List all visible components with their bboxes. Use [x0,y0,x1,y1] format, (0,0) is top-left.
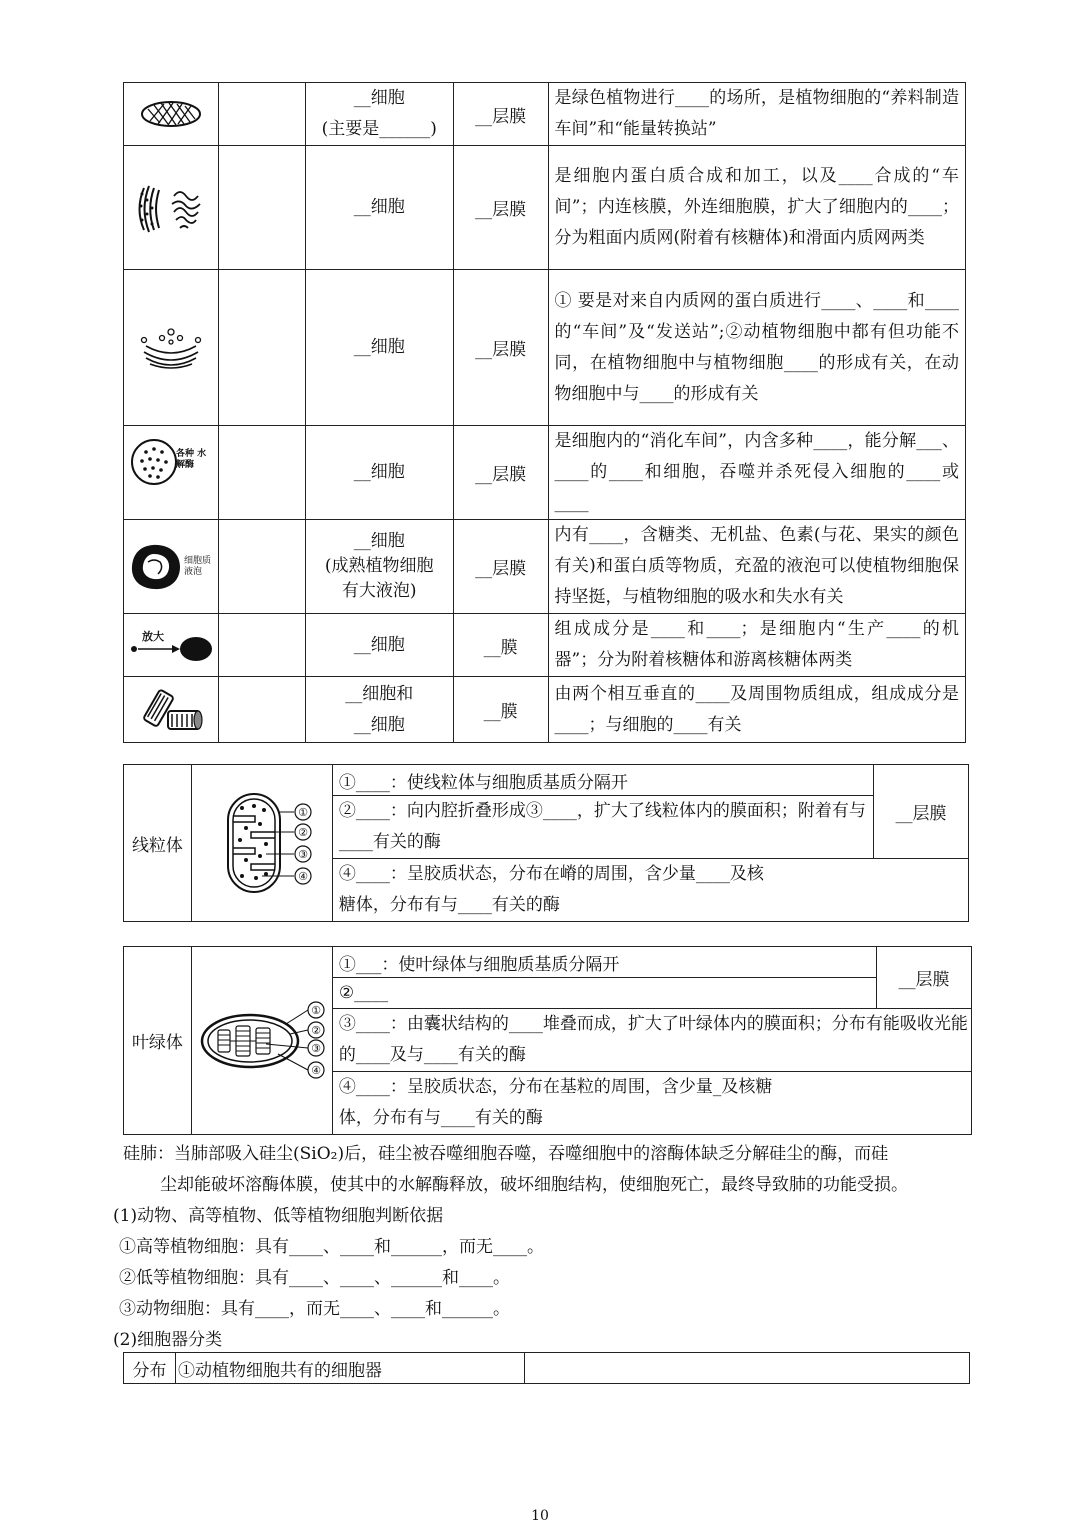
classification-table [123,1352,970,1384]
structure-row: ②____：向内腔折叠形成③____，扩大了线粒体内的膜面积；附着有与____有关的酶 [332,796,873,859]
function-description: 是绿色植物进行____的场所，是植物细胞的“养料制造车间”和“能量转换站” [548,83,965,146]
table-row [124,677,966,743]
organelle-table [123,82,966,743]
chloroplast-icon [124,83,219,146]
silicosis-text: 硅肺：当肺部吸入硅尘(SiO₂)后，硅尘被吞噬细胞吞噬，吞噬细胞中的溶酶体缺乏分解硅尘的酶，而硅 [123,1144,889,1164]
table-row [124,765,969,796]
chloro-marker-2: ② [310,1023,321,1037]
criteria-item: ①高等植物细胞：具有____、____和______，而无____。 [119,1237,544,1257]
cell-type-cell: __细胞 [305,614,453,677]
criteria-item: ②低等植物细胞：具有____、____、______和____。 [119,1268,510,1288]
mito-marker-3: ③ [297,848,308,861]
mitochondria-table [123,764,969,922]
cell-type-cell: __细胞 (主要是______) [305,83,453,146]
centriole-icon [124,677,219,743]
criteria-item: ③动物细胞：具有____，而无____、____和______。 [119,1299,510,1319]
membrane-cell: __层膜 [877,947,972,1009]
membrane-cell: __层膜 [453,83,548,146]
section2-title: (2)细胞器分类 [113,1330,223,1350]
table-row [124,947,972,978]
membrane-cell: __膜 [453,677,548,743]
vacuole-icon [124,520,219,614]
mito-marker-4: ④ [297,870,308,883]
mito-marker-1: ① [297,806,308,819]
cell-type-cell: __细胞 (成熟植物细胞有大液泡) [305,520,453,614]
function-description: ① 要是对来自内质网的蛋白质进行____、____和____的“车间”及“发送站”;②动植物细胞中都有但功能不同，在植物细胞中与植物细胞____的形成有关，在动物细胞中与____的形成有关 [548,270,965,426]
lysosome-icon [124,426,219,520]
table-row [124,426,966,520]
vacuole-label: 细胞质 液泡 [184,556,212,577]
cell-type-cell: __细胞和 __细胞 [305,677,453,743]
structure-row: ③____：由囊状结构的____堆叠而成，扩大了叶绿体内的膜面积；分布有能吸收光能的____及与____有关的酶 [332,1009,971,1072]
lysosome-label: 各种 水解酶 [176,448,207,470]
membrane-cell: __层膜 [874,765,969,859]
table-row [124,614,966,677]
organelle-name: 叶绿体 [124,947,192,1135]
mitochondria-diagram [191,765,332,922]
structure-row: ④____：呈胶质状态，分布在基粒的周围，含少量_及核糖体，分布有与____有关的酶 [332,1072,971,1135]
organelle-name-cell [218,270,305,426]
organelle-name-cell [218,426,305,520]
golgi-apparatus-icon [124,270,219,426]
distribution-header: 分布 [124,1353,176,1384]
table-row [124,270,966,426]
function-description: 内有____，含糖类、无机盐、色素(与花、果实的颜色有关)和蛋白质等物质，充盈的液泡可以使植物细胞保持坚挺，与植物细胞的吸水和失水有关 [548,520,965,614]
page-number: 10 [531,1508,549,1524]
table-row [124,146,966,270]
cell-type-cell: __细胞 [305,426,453,520]
shared-organelles-cell: ①动植物细胞共有的细胞器 [175,1353,524,1384]
membrane-cell: __层膜 [453,270,548,426]
cell-type-cell: __细胞 [305,146,453,270]
organelle-name-cell [218,83,305,146]
organelle-name: 线粒体 [124,765,192,922]
mitochondria-icon [202,788,322,898]
table-row [124,520,966,614]
membrane-cell: __层膜 [453,520,548,614]
ribosome-label: 放大 [142,630,164,643]
organelle-name-cell [218,520,305,614]
chloroplast-table [123,946,972,1135]
membrane-cell: __层膜 [453,426,548,520]
chloro-marker-3: ③ [310,1041,321,1055]
table-row [124,1353,970,1384]
function-description: 是细胞内蛋白质合成和加工，以及____合成的“车间”；内连核膜，外连细胞膜，扩大了细胞内的____；分为粗面内质网(附着有核糖体)和滑面内质网两类 [548,146,965,270]
chloroplast-icon [194,986,330,1096]
mito-marker-2: ② [297,826,308,839]
endoplasmic-reticulum-icon [124,146,219,270]
organelle-name-cell [218,677,305,743]
silicosis-text-cont: 尘却能破坏溶酶体膜，使其中的水解酶释放，破坏细胞结构，使细胞死亡，最终导致肺的功能受损。 [160,1175,908,1195]
function-description: 是细胞内的“消化车间”，内含多种____，能分解___、____的____和细胞，吞噬并杀死侵入细胞的____或____ [548,426,965,520]
function-description: 组成成分是____和____；是细胞内“生产____的机器”；分为附着核糖体和游离核糖体两类 [548,614,965,677]
ribosome-icon [124,614,219,677]
structure-row: ②____ [332,978,876,1009]
structure-row: ①___：使叶绿体与细胞质基质分隔开 [332,947,876,978]
table-row [124,83,966,146]
chloroplast-diagram [191,947,332,1135]
function-description: 由两个相互垂直的____及周围物质组成，组成成分是____；与细胞的____有关 [548,677,965,743]
membrane-cell: __膜 [453,614,548,677]
structure-row: ①____：使线粒体与细胞质基质分隔开 [332,765,873,796]
membrane-cell: __层膜 [453,146,548,270]
cell-type-cell: __细胞 [305,270,453,426]
chloro-marker-1: ① [310,1003,321,1017]
organelle-name-cell [218,146,305,270]
chloro-marker-4: ④ [310,1063,321,1077]
section1-title: (1)动物、高等植物、低等植物细胞判断依据 [113,1206,444,1226]
blank-cell [524,1353,969,1384]
structure-row: ④____：呈胶质状态，分布在嵴的周围，含少量____及核糖体，分布有与____有关的酶 [332,859,968,922]
organelle-name-cell [218,614,305,677]
